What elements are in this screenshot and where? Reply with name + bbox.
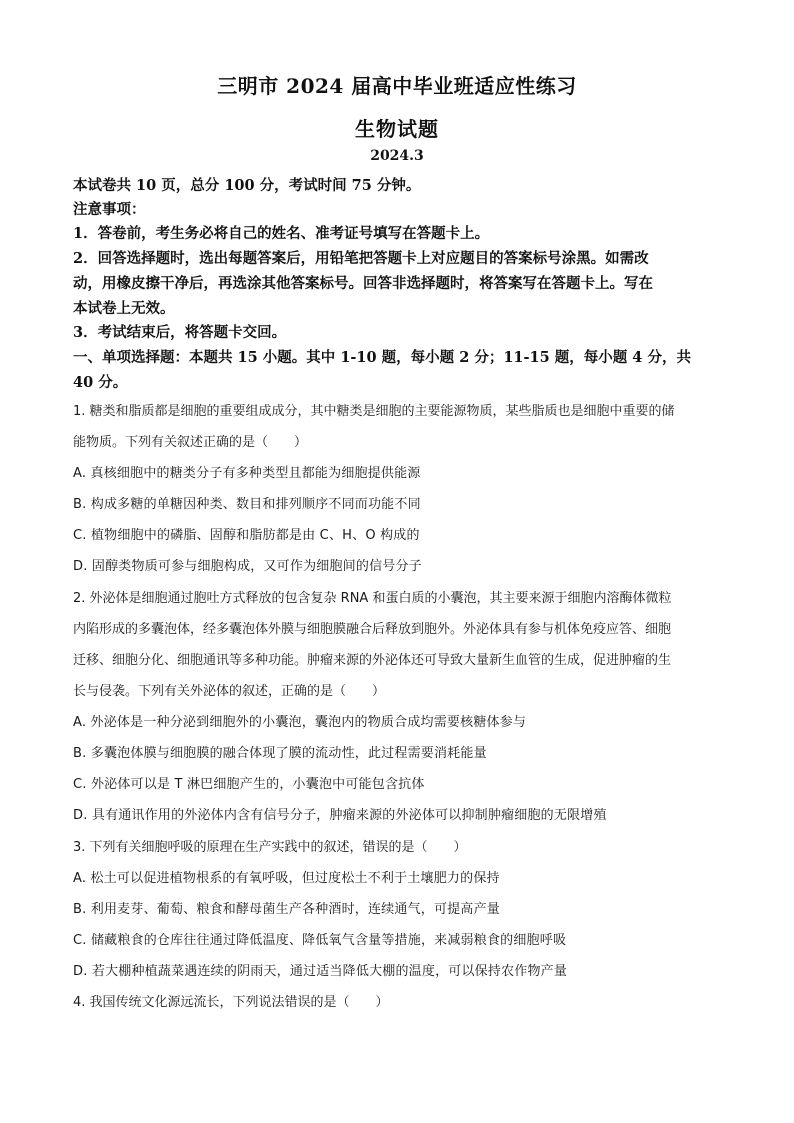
exam-title: 三明市 2024 届高中毕业班适应性练习	[217, 74, 577, 98]
question-2-option-d: D. 具有通讯作用的外泌体内含有信号分子，肿瘤来源的外泌体可以抑制肿瘤细胞的无限增殖	[73, 808, 607, 823]
question-1-stem-line-1: 1. 糖类和脂质都是细胞的重要组成成分，其中糖类是细胞的主要能源物质，某些脂质也是细胞中重要的储	[73, 404, 675, 419]
question-4-stem: 4. 我国传统文化源远流长，下列说法错误的是（ ）	[73, 995, 389, 1010]
notice-item-3: 3．考试结束后，将答题卡交回。	[73, 324, 287, 341]
notice-item-2-line-3: 本试卷上无效。	[73, 300, 175, 317]
section-heading-line-1: 一、单项选择题：本题共 15 小题。其中 1-10 题，每小题 2 分；11-15 题，每小题 4 分，共	[73, 349, 691, 366]
notice-item-2-line-2: 动，用橡皮擦干净后，再选涂其他答案标号。回答非选择题时，将答案写在答题卡上。写在	[73, 275, 653, 292]
question-2-stem-line-2: 内陷形成的多囊泡体，经多囊泡体外膜与细胞膜融合后释放到胞外。外泌体具有参与机体免疫应答、细胞	[73, 622, 672, 637]
question-2-stem-line-1: 2. 外泌体是细胞通过胞吐方式释放的包含复杂 RNA 和蛋白质的小囊泡，其主要来源于细胞内溶酶体微粒	[73, 591, 672, 606]
question-1-option-a: A. 真核细胞中的糖类分子有多种类型且都能为细胞提供能源	[73, 466, 421, 481]
question-2-stem-line-4: 长与侵袭。下列有关外泌体的叙述，正确的是（ ）	[73, 684, 386, 699]
question-2-stem-line-3: 迁移、细胞分化、细胞通讯等多种功能。肿瘤来源的外泌体还可导致大量新生血管的生成，促进肿瘤的生	[73, 653, 672, 668]
notice-item-1: 1．答卷前，考生务必将自己的姓名、准考证号填写在答题卡上。	[73, 225, 490, 242]
question-2-option-a: A. 外泌体是一种分泌到细胞外的小囊泡，囊泡内的物质合成均需要核糖体参与	[73, 715, 527, 730]
question-2-option-b: B. 多囊泡体膜与细胞膜的融合体现了膜的流动性，此过程需要消耗能量	[73, 746, 487, 761]
question-3-option-d: D. 若大棚种植蔬菜遇连续的阴雨天，通过适当降低大棚的温度，可以保持农作物产量	[73, 964, 568, 979]
exam-summary: 本试卷共 10 页，总分 100 分，考试时间 75 分钟。	[73, 177, 421, 194]
question-3-stem: 3. 下列有关细胞呼吸的原理在生产实践中的叙述，错误的是（ ）	[73, 840, 467, 855]
question-1-option-d: D. 固醇类物质可参与细胞构成，又可作为细胞间的信号分子	[73, 559, 422, 574]
subject-title: 生物试题	[355, 117, 439, 141]
question-3-option-c: C. 储藏粮食的仓库往往通过降低温度、降低氧气含量等措施，来减弱粮食的细胞呼吸	[73, 933, 567, 948]
notice-heading: 注意事项：	[73, 201, 146, 218]
question-3-option-a: A. 松土可以促进植物根系的有氧呼吸，但过度松土不利于土壤肥力的保持	[73, 871, 500, 886]
question-3-option-b: B. 利用麦芽、葡萄、粮食和酵母菌生产各种酒时，连续通气，可提高产量	[73, 902, 500, 917]
exam-date: 2024.3	[370, 148, 424, 164]
question-2-option-c: C. 外泌体可以是 T 淋巴细胞产生的，小囊泡中可能包含抗体	[73, 777, 425, 792]
question-1-option-c: C. 植物细胞中的磷脂、固醇和脂肪都是由 C、H、O 构成的	[73, 528, 420, 543]
question-1-stem-line-2: 能物质。下列有关叙述正确的是（ ）	[73, 435, 308, 450]
notice-item-2-line-1: 2．回答选择题时，选出每题答案后，用铅笔把答题卡上对应题目的答案标号涂黑。如需改	[73, 250, 649, 267]
question-1-option-b: B. 构成多糖的单糖因种类、数目和排列顺序不同而功能不同	[73, 497, 421, 512]
section-heading-line-2: 40 分。	[73, 374, 128, 391]
